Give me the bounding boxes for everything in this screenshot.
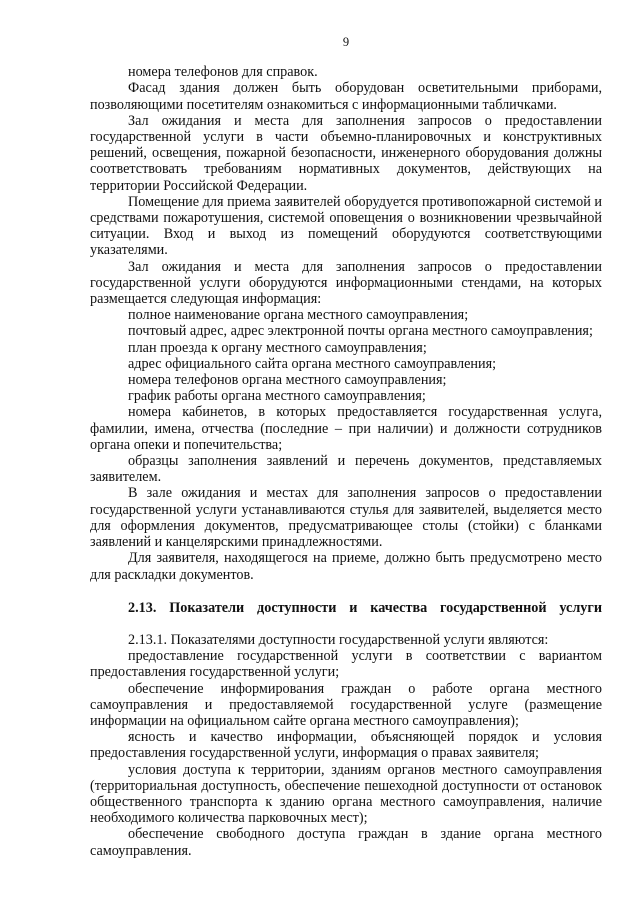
list-item: номера кабинетов, в которых предоставляется государственная услуга, фамилии, имена, отчества (последние – при наличии) и должности сотрудников органа опеки и попечительства; — [90, 404, 602, 453]
paragraph: Зал ожидания и места для заполнения запросов о предоставлении государственной услуги в части объемно-планировочных и конструктивных решений, освещения, пожарной безопасности, инженерного оборудования должны соответствовать требованиям нормативных документов, действующих на территории Российской Федерации. — [90, 112, 602, 194]
body-text-bottom — [90, 632, 602, 859]
paragraph: Помещение для приема заявителей оборудуется противопожарной системой и средствами пожаротушения, системой оповещения о возникновении чрезвычайной ситуации. Вход и выход из помещений оборудуются соответствующими указателями. — [90, 193, 602, 259]
body-text-top — [90, 64, 602, 583]
section-heading: 2.13. Показатели доступности и качества государственной услуги — [128, 599, 602, 616]
list-item: условия доступа к территории, зданиям органов местного самоуправления (территориальная доступность, обеспечение пешеходной доступности от остановок общественного транспорта к зданию органа местного самоуправления, наличие необходимого количества парковочных мест); — [90, 761, 602, 827]
paragraph: В зале ожидания и местах для заполнения запросов о предоставлении государственной услуги устанавливаются стулья для заявителей, выделяется место для оформления документов, предусматривающее столы (стойки) с бланками заявлений и канцелярскими принадлежностями. — [90, 485, 602, 551]
list-item: образцы заполнения заявлений и перечень документов, представляемых заявителем. — [90, 453, 602, 486]
list-item: номера телефонов органа местного самоуправления; — [128, 372, 447, 389]
list-item: обеспечение свободного доступа граждан в здание органа местного самоуправления. — [90, 826, 602, 859]
list-item: обеспечение информирования граждан о работе органа местного самоуправления и предоставляемой государственной услуге (размещение информации на официальном сайте органа местного самоуправления); — [90, 680, 602, 729]
subsection-intro: 2.13.1. Показателями доступности государственной услуги являются: — [128, 631, 549, 648]
list-item: ясность и качество информации, объясняющей порядок и условия предоставления государственной услуги, информация о правах заявителя; — [90, 729, 602, 762]
paragraph: Для заявителя, находящегося на приеме, должно быть предусмотрено место для раскладки документов. — [90, 550, 602, 583]
page-number: 9 — [342, 35, 350, 49]
paragraph: Зал ожидания и места для заполнения запросов о предоставлении государственной услуги оборудуются информационными стендами, на которых размещается следующая информация: — [90, 258, 602, 308]
list-item: график работы органа местного самоуправления; — [128, 388, 426, 405]
list-item: полное наименование органа местного самоуправления; — [128, 307, 469, 324]
list-item: почтовый адрес, адрес электронной почты органа местного самоуправления; — [128, 323, 593, 340]
list-item: адрес официального сайта органа местного самоуправления; — [128, 355, 497, 372]
paragraph: номера телефонов для справок. — [128, 64, 318, 81]
list-item: план проезда к органу местного самоуправления; — [128, 339, 427, 356]
paragraph: Фасад здания должен быть оборудован осветительными приборами, позволяющими посетителям ознакомиться с информационными табличками. — [90, 80, 602, 113]
document-page — [90, 34, 602, 859]
list-item: предоставление государственной услуги в соответствии с вариантом предоставления государственной услуги; — [90, 648, 602, 681]
